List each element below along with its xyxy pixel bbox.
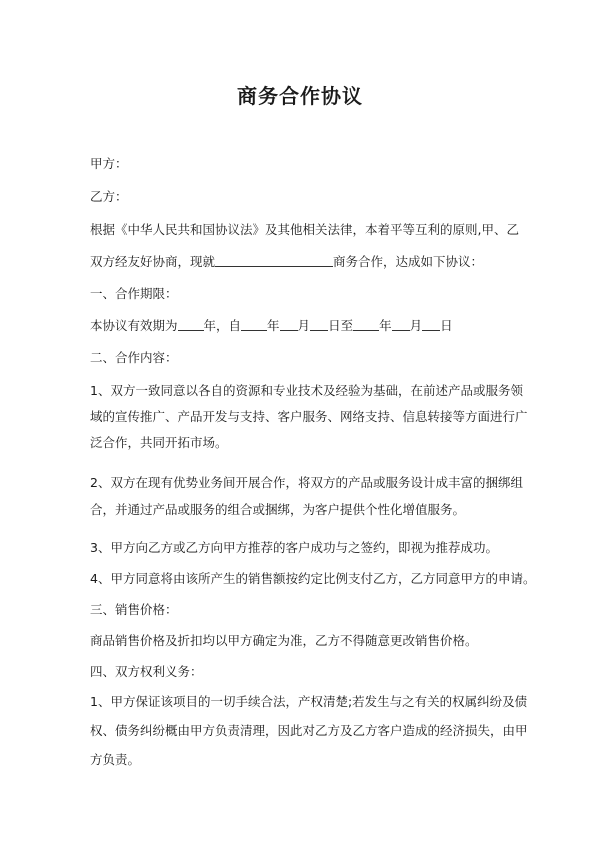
section-2-heading: 二、合作内容： [90, 350, 178, 365]
term-text: 年 [379, 318, 392, 333]
section-2-item-1-line-2: 域的宣传推广、产品开发与支持、客户服务、网络支持、信息转接等方面进行广 [90, 409, 528, 424]
term-text: 本协议有效期为 [90, 318, 178, 333]
section-3-text: 商品销售价格及折扣均以甲方确定为准，乙方不得随意更改销售价格。 [90, 633, 478, 648]
blank-end-year [353, 318, 379, 331]
section-2-item-1-line-3: 泛合作，共同开拓市场。 [90, 435, 228, 450]
intro-text-before-blank: 双方经友好协商，现就 [90, 254, 216, 269]
blank-years [178, 318, 204, 331]
blank-end-month [392, 318, 410, 331]
blank-start-month [280, 318, 298, 331]
party-b-label: 乙方： [90, 189, 128, 204]
section-2-item-4: 4、甲方同意将由该所产生的销售额按约定比例支付乙方，乙方同意甲方的申请。 [90, 571, 536, 586]
intro-line-2 [90, 254, 520, 270]
document-title: 商务合作协议 [237, 84, 363, 108]
term-line [90, 318, 520, 334]
section-2-item-2-line-1: 2、双方在现有优势业务间开展合作，将双方的产品或服务设计成丰富的捆绑组 [90, 475, 523, 490]
section-2-item-3: 3、甲方向乙方或乙方向甲方推荐的客户成功与之签约，即视为推荐成功。 [90, 540, 498, 555]
section-2-item-2-line-2: 合，并通过产品或服务的组合或捆绑，为客户提供个性化增值服务。 [90, 502, 466, 517]
term-text: 月 [409, 318, 423, 333]
section-4-item-1-line-1: 1、甲方保证该项目的一切手续合法，产权清楚;若发生与之有关的权属纠纷及债 [90, 694, 528, 709]
blank-start-day [310, 318, 328, 331]
blank-start-year [241, 318, 267, 331]
term-text: 月 [297, 318, 311, 333]
section-4-item-1-line-2: 权、债务纠纷概由甲方负责清理，因此对乙方及乙方客户造成的经济损失，由甲 [90, 723, 528, 738]
section-1-heading: 一、合作期限： [90, 286, 178, 301]
party-a-label: 甲方： [90, 156, 128, 171]
intro-line-1: 根据《中华人民共和国协议法》及其他相关法律，本着平等互利的原则,甲、乙 [90, 222, 519, 237]
project-blank [215, 254, 333, 267]
intro-text-after-blank: 商务合作，达成如下协议： [333, 254, 484, 269]
blank-end-day [422, 318, 440, 331]
term-text: 年 [267, 318, 280, 333]
section-4-item-1-line-3: 方负责。 [90, 752, 141, 767]
section-4-heading: 四、双方权利义务： [90, 664, 203, 679]
term-text: 年，自 [203, 318, 242, 333]
section-2-item-1-line-1: 1、双方一致同意以各自的资源和专业技术及经验为基础，在前述产品或服务领 [90, 383, 523, 398]
section-3-heading: 三、销售价格： [90, 602, 178, 617]
term-text: 日至 [328, 318, 354, 333]
term-text: 日 [440, 318, 453, 333]
